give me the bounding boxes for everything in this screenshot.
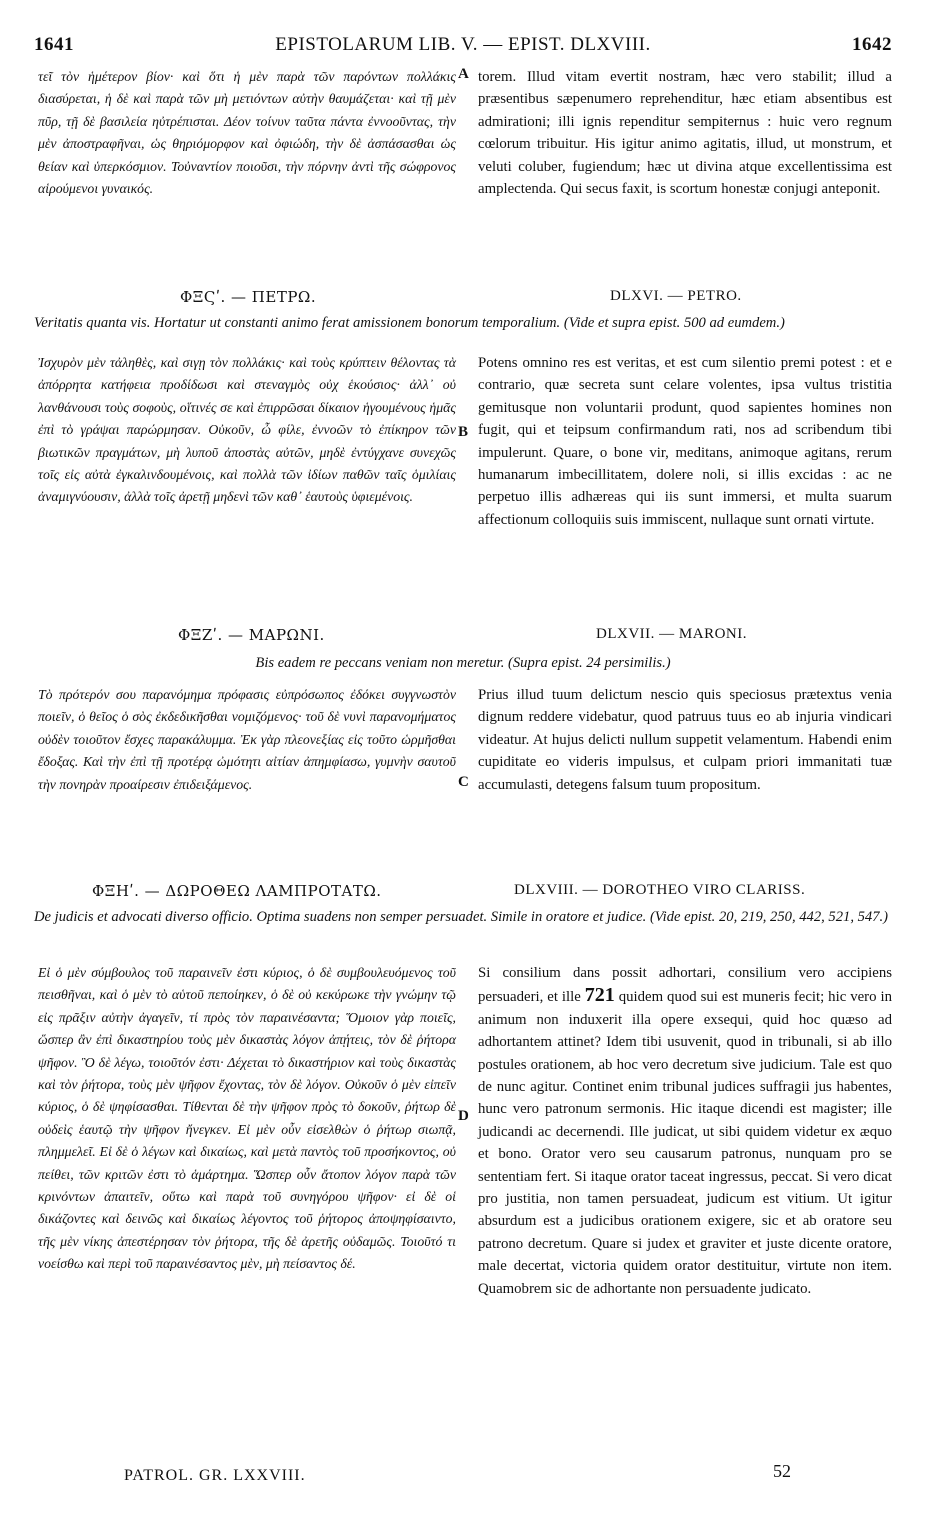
letter2-greek-text: Τὸ πρότερόν σου παρανόμημα πρόφασις εὐπρόσωπος ἐδόκει συγγνωστὸν ποιεῖν, ὁ θεῖος ὁ σὸς ἐκδεδικῆσθαι νομιζόμενος· τοῦ δὲ νυνὶ παρανομήματος οὐδὲν τοιοῦτον ἔσχες παρακάλυμμα. Ἐκ γὰρ πλεονεξίας εἰς τοῦτο ὡρμῆσθαι ἔδοξας. Καὶ τὴν ἐπὶ τῇ προτέρᾳ ὠμότητι αἰτίαν ἀπημφίασω, γυμνὴν σαυτοῦ τὴν πονηρὰν προαίρεσιν ἐπιδειξάμενος. xyxy=(38,687,456,792)
footer-signature: 52 xyxy=(773,1461,791,1481)
margin-letter-c: C xyxy=(458,774,469,790)
letter3-summary: De judicis et advocati diverso officio. Optima suadens non semper persuadet. Simile in oratore et judice. (Vide epist. 20, 219, 250, 442, 521, 547.) xyxy=(34,909,889,925)
letter1-greek-title: ΦΞϚʹ. — ΠΕΤΡΩ. xyxy=(180,288,317,306)
letter2-latin-text: Prius illud tuum delictum nescio quis speciosus prætextus venia dignum reddere videbatur, quod patruus tuus eo ab injuria vindicari videatur. At hujus delicti nullum suppetit velamentum. Habendi enim cupiditate eo videris impulsus, et culpam priori immanitati tuæ accumulasti, detegens falsum tuum propositum. xyxy=(478,687,892,793)
letter2-latin-title: DLXVII. — MARONI. xyxy=(596,626,747,642)
running-header xyxy=(34,34,892,62)
margin-letter-b: B xyxy=(458,424,469,440)
letter1-greek-text: Ἰσχυρὸν μὲν τἀληθὲς, καὶ σιγῃ τὸν πολλάκις· καὶ τοὺς κρύπτειν θέλοντας τὰ ἀπόρρητα κατήφεια προδίδωσι καὶ στεναγμὸς οὐχ ἑκούσιος· ἀλλ᾽ οὐ λανθάνουσι τοὺς σοφοὺς, οἵτινές σε καὶ ἐπιρρῶσαι δίκαιον ἡγουμένους ἡμᾶς ἐπὶ τὸ γράψαι παρώρμησαν. Οὐκοῦν, ὦ φίλε, ἐννοῶν τὸ ἐπίκηρον τῶν βιωτικῶν πραγμάτων, μὴ λυποῦ ἀποστὰς αὐτῶν, μηδὲ ἐντύγχανε συνεχῶς τοῖς εἰς αὐτὰ ἐγκαλινδουμένοις, καὶ πολλὰ τῶν ἰδίων παθῶν ταῖς ὁμιλίαις ἀναμιγνύουσιν, ἀλλὰ τοῖς ἀρετῇ μηδενὶ τῶν καθ᾽ ἑαυτοὺς ὑφιεμένοις. xyxy=(38,355,456,505)
margin-letter-d: D xyxy=(458,1108,469,1124)
greek-continuation: τεῖ τὸν ἡμέτερον βίον· καὶ ὅτι ἡ μὲν παρὰ τῶν παρόντων πολλάκις διασύρεται, ἡ δὲ καὶ παρὰ τῶν μὴ μετιόντων αὐτὴν θαυμάζεται· καὶ τῇ μὲν πῦρ, τῇ δὲ βασιλεία ηὐτρέπισται. Δέον τοίνυν ταῦτα πάντα ἐννοοῦντας, τὴν μὲν ἀποστραφῆναι, ὡς θηριόμορφον καὶ ὀφιώδη, τὴν δὲ ἀσπάσασθαι ὡς θείαν καὶ ὑπερκόσμιον. Τοὐναντίον ποιοῦσι, τὴν πόρνην ἀντὶ τῆς σώφρονος αἱρούμενοι γυναικός. xyxy=(38,69,456,197)
footer-volume: PATROL. GR. LXXVIII. xyxy=(124,1467,306,1484)
letter2-greek-title: ΦΞΖʹ. — ΜΑΡΩΝΙ. xyxy=(178,626,325,644)
letter3-latin-title: DLXVIII. — DOROTHEO VIRO CLARISS. xyxy=(514,882,806,898)
letter1-latin-title: DLXVI. — PETRO. xyxy=(610,288,742,304)
right-page-number: 1642 xyxy=(852,34,892,55)
left-page-number: 1641 xyxy=(34,34,74,55)
letter3-greek-text: Εἰ ὁ μὲν σύμβουλος τοῦ παραινεῖν ἐστι κύριος, ὁ δὲ συμβουλευόμενος τοῦ πεισθῆναι, καὶ ὁ μὲν τὸ αὑτοῦ πεποίηκεν, ὁ δὲ οὐ κεκύρωκε τὴν γνώμην τῷ εἰς πρᾶξιν αὐτὴν ἀγαγεῖν, τί πρὸς τὸν παραινέσαντα; Ὅμοιον γὰρ ποιεῖς, ὥσπερ ἂν ἐπὶ δικαστηρίου τοὺς μὲν δικαστὰς λόγον ἀπῄτεις, τὸν δὲ ῥήτορα ψῆφον. Ὃ δὲ λέγω, τοιοῦτόν ἐστι· Δέχεται τὸ δικαστήριον καὶ τοὺς δικαστὰς καὶ τὸν ῥήτορα, τοὺς μὲν ψῆφον ἔχοντας, τὸν δὲ λόγον. Οὐκοῦν ὁ μὲν εἰπεῖν κύριος, ὁ δὲ ψηφίσασθαι. Τίθενται δὲ τὴν ψῆφον πρὸς τὸ δοκοῦν, ῥήτωρ δὲ οὐδεὶς ἑαυτῷ τὴν ψῆφον ἤνεγκεν. Εἰ μὲν οὖν εἰσελθὼν ὁ ῥήτωρ σιωπᾷ, πλημμελεῖ. Εἰ δὲ ὁ λέγων καὶ δικαίως, καὶ μετὰ παντὸς τοῦ προσήκοντος, οὐ πείθει, τῶν κριτῶν ἐστι τὸ ἁμάρτημα. Ὥσπερ οὖν ἄτοπον λόγον παρὰ τῶν κρινόντων ἀπαιτεῖν, οὕτω καὶ παρὰ τοῦ συνηγόρου ψῆφον· εἰ δὲ οἱ δικάζοντες καὶ δεινῶς καὶ δικαίως λέγοντος τοῦ ῥήτορος ἀποψηφίσαιντο, τῆς μὲν νίκης ἀπεστέρησαν τὸν ῥήτορα, τῆς δὲ ἀρετῆς οὐδαμῶς. Τοιοῦτό τι νοείσθω καὶ περὶ τοῦ παραινέσαντος μὲν, μὴ πείσαντος δέ. xyxy=(38,965,456,1272)
column-number: 721 xyxy=(584,984,615,1007)
letter1-summary: Veritatis quanta vis. Hortatur ut constanti animo ferat amissionem bonorum temporalium. (Vide et supra epist. 500 ad eumdem.) xyxy=(34,315,785,331)
letter2-summary: Bis eadem re peccans veniam non meretur. (Supra epist. 24 persimilis.) xyxy=(255,655,671,671)
letter3-greek-title: ΦΞΗʹ. — ΔΩΡΟΘΕΩ ΛΑΜΠΡΟΤΑΤΩ. xyxy=(92,882,382,900)
latin-continuation: torem. Illud vitam evertit nostram, hæc vero stabilit; illud a præsentibus sæpenumero reprehenditur, hæc etiam absentibus est admirationi; illi ignis rependitur sempiternus : huic vero regnum cœlorum tribuitur. His igitur animo agitatis, illud, ut monstrum, et veluti coluber, fugiendum; hæc ut divina atque excellentissima est amplectenda. Qui secus faxit, is scortum honestæ conjugi anteponit. xyxy=(478,69,892,198)
margin-letter-a: A xyxy=(458,66,469,82)
running-title: EPISTOLARUM LIB. V. — EPIST. DLXVIII. xyxy=(275,34,651,55)
letter1-latin-text: Potens omnino res est veritas, et est cum silentio premi potest : et e contrario, quæ secreta sunt celare volentes, ipsa vultus tristitia gemitusque non voluntarii produnt, quod sapientes homines non fugit, qui et teipsum confirmandum rati, nos ad scribendum tibi impulerunt. Quare, o bone vir, meditans, animoque agitans, rerum humanarum imbecillitatem, dolere noli, si illis excidas : ac ne perpetuo illis adhæreas qui iis sunt immersi, et multa suarum affectionum colloquiis suis immiscent, nullaque sunt ornati virtute. xyxy=(478,355,892,528)
letter3-latin-text: Si consilium dans possit adhortari, consilium vero accipiens persuaderi, et ille 721 quidem quod sui est muneris fecit; hic vero in animum non induxerit illa opere exsequi, quid hoc quæso ad adhortantem attinet? Idem tibi usuvenit, quod in tribunali, si ab illo postules orationem, ab hoc vero decretum sive judicium. Tale est quo de nunc agitur. Continet enim tribunal judices suffragii jus habentes, hunc vero patronum sermonis. Hic itaque dicendi est magister; ille judicandi ac decernendi. Ille judicat, ut sibi quidem videtur ex æquo et bono. Orator vero seu causarum patronus, nunquam pro se sententiam fert. Si itaque orator taceat ingressus, peccat. Si vero dicat pro justitia, non tamen persuadeat, judicum est vitium. Ut igitur absurdum est a judicibus orationem exigere, sic et ab oratore seu patrono decretum. Quare si judex et graviter et juste dicente oratore, male decertat, victoria quidem orator destituitur, virtute non item. Quamobrem sic de adhortante non persuadente judicato. xyxy=(478,965,892,1297)
